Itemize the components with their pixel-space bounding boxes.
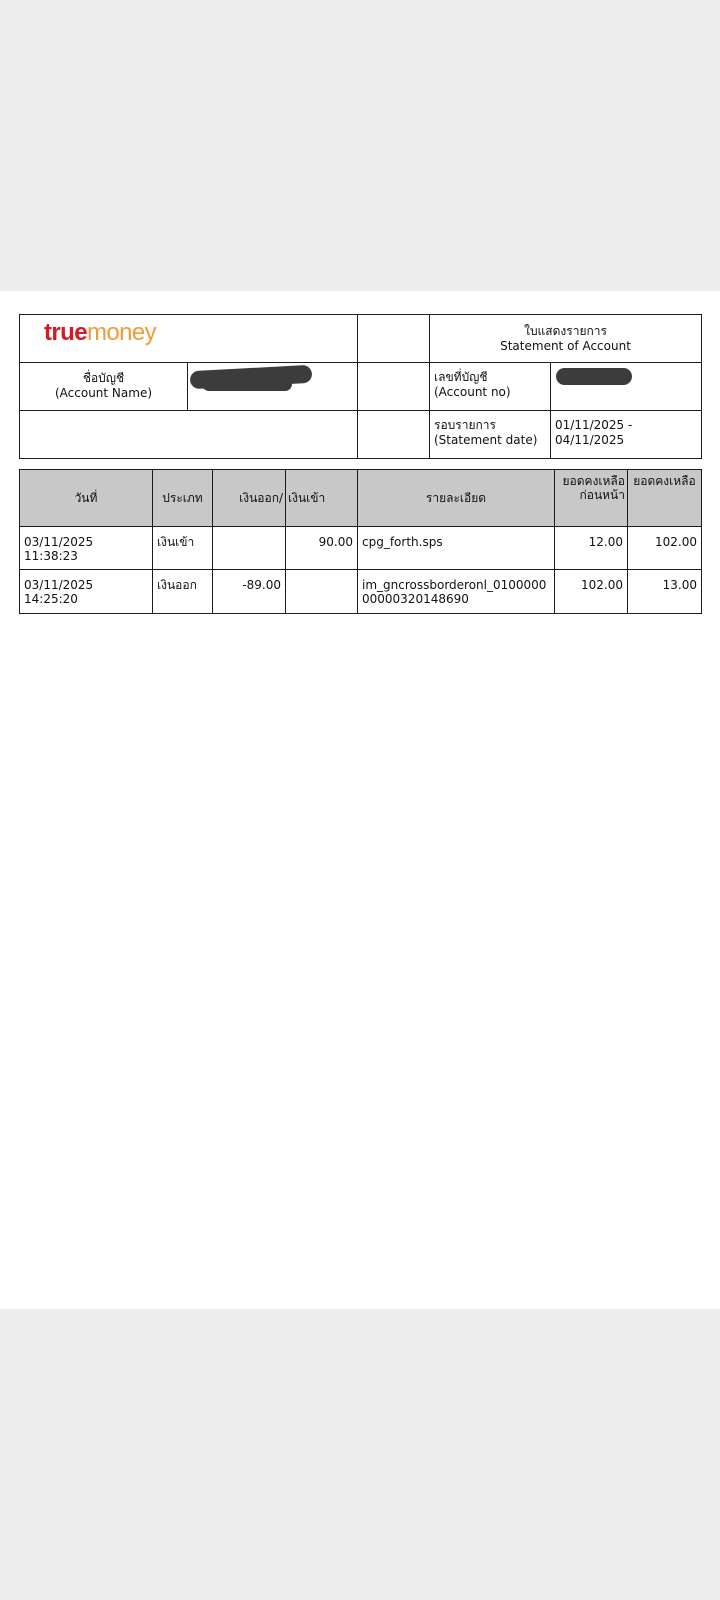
- account-name-value: [188, 363, 358, 411]
- cell-type: เงินออก: [153, 570, 213, 614]
- cell-date: 03/11/2025 11:38:23: [20, 527, 153, 570]
- column-type: ประเภท: [153, 470, 213, 527]
- account-name-label: ชื่อบัญชี (Account Name): [20, 363, 188, 411]
- account-no-value: [551, 363, 702, 411]
- cell-balance-before: 12.00: [555, 527, 628, 570]
- statement-title: [430, 315, 702, 363]
- cell-detail: im_gncrossborderonl_010000000000320148690: [358, 570, 555, 614]
- blank-cell: [358, 363, 430, 411]
- title-thai: ใบแสดงรายการ: [524, 323, 607, 338]
- account-name-redaction: [202, 377, 292, 391]
- truemoney-logo: truemoney: [44, 319, 156, 346]
- blank-cell: [358, 315, 430, 363]
- cell-money-in: [286, 570, 358, 614]
- title-english: Statement of Account: [500, 338, 631, 353]
- statement-header-table: [19, 314, 702, 459]
- column-date: วันที่: [20, 470, 153, 527]
- table-row: [20, 570, 702, 614]
- cell-money-out: -89.00: [213, 570, 286, 614]
- transactions-table: [19, 469, 702, 614]
- logo-cell: [20, 315, 358, 363]
- cell-detail: cpg_forth.sps: [358, 527, 555, 570]
- column-balance-before: ยอดคงเหลือก่อนหน้า: [555, 470, 628, 527]
- cell-date: 03/11/2025 14:25:20: [20, 570, 153, 614]
- cell-type: เงินเข้า: [153, 527, 213, 570]
- cell-balance-before: 102.00: [555, 570, 628, 614]
- statement-date-label: รอบรายการ (Statement date): [430, 411, 551, 459]
- cell-balance: 13.00: [628, 570, 702, 614]
- table-row: [20, 527, 702, 570]
- column-money-in: เงินเข้า: [286, 470, 358, 527]
- statement-date-value: 01/11/2025 - 04/11/2025: [551, 411, 702, 459]
- account-no-redaction: [556, 368, 632, 385]
- blank-cell: [20, 411, 358, 459]
- column-money-out: เงินออก/: [213, 470, 286, 527]
- statement-page: [0, 291, 720, 1309]
- blank-cell: [358, 411, 430, 459]
- account-no-label: เลขที่บัญชี (Account no): [430, 363, 551, 411]
- column-detail: รายละเอียด: [358, 470, 555, 527]
- cell-money-out: [213, 527, 286, 570]
- cell-money-in: 90.00: [286, 527, 358, 570]
- cell-balance: 102.00: [628, 527, 702, 570]
- table-header-row: [20, 470, 702, 527]
- column-balance: ยอดคงเหลือ: [628, 470, 702, 527]
